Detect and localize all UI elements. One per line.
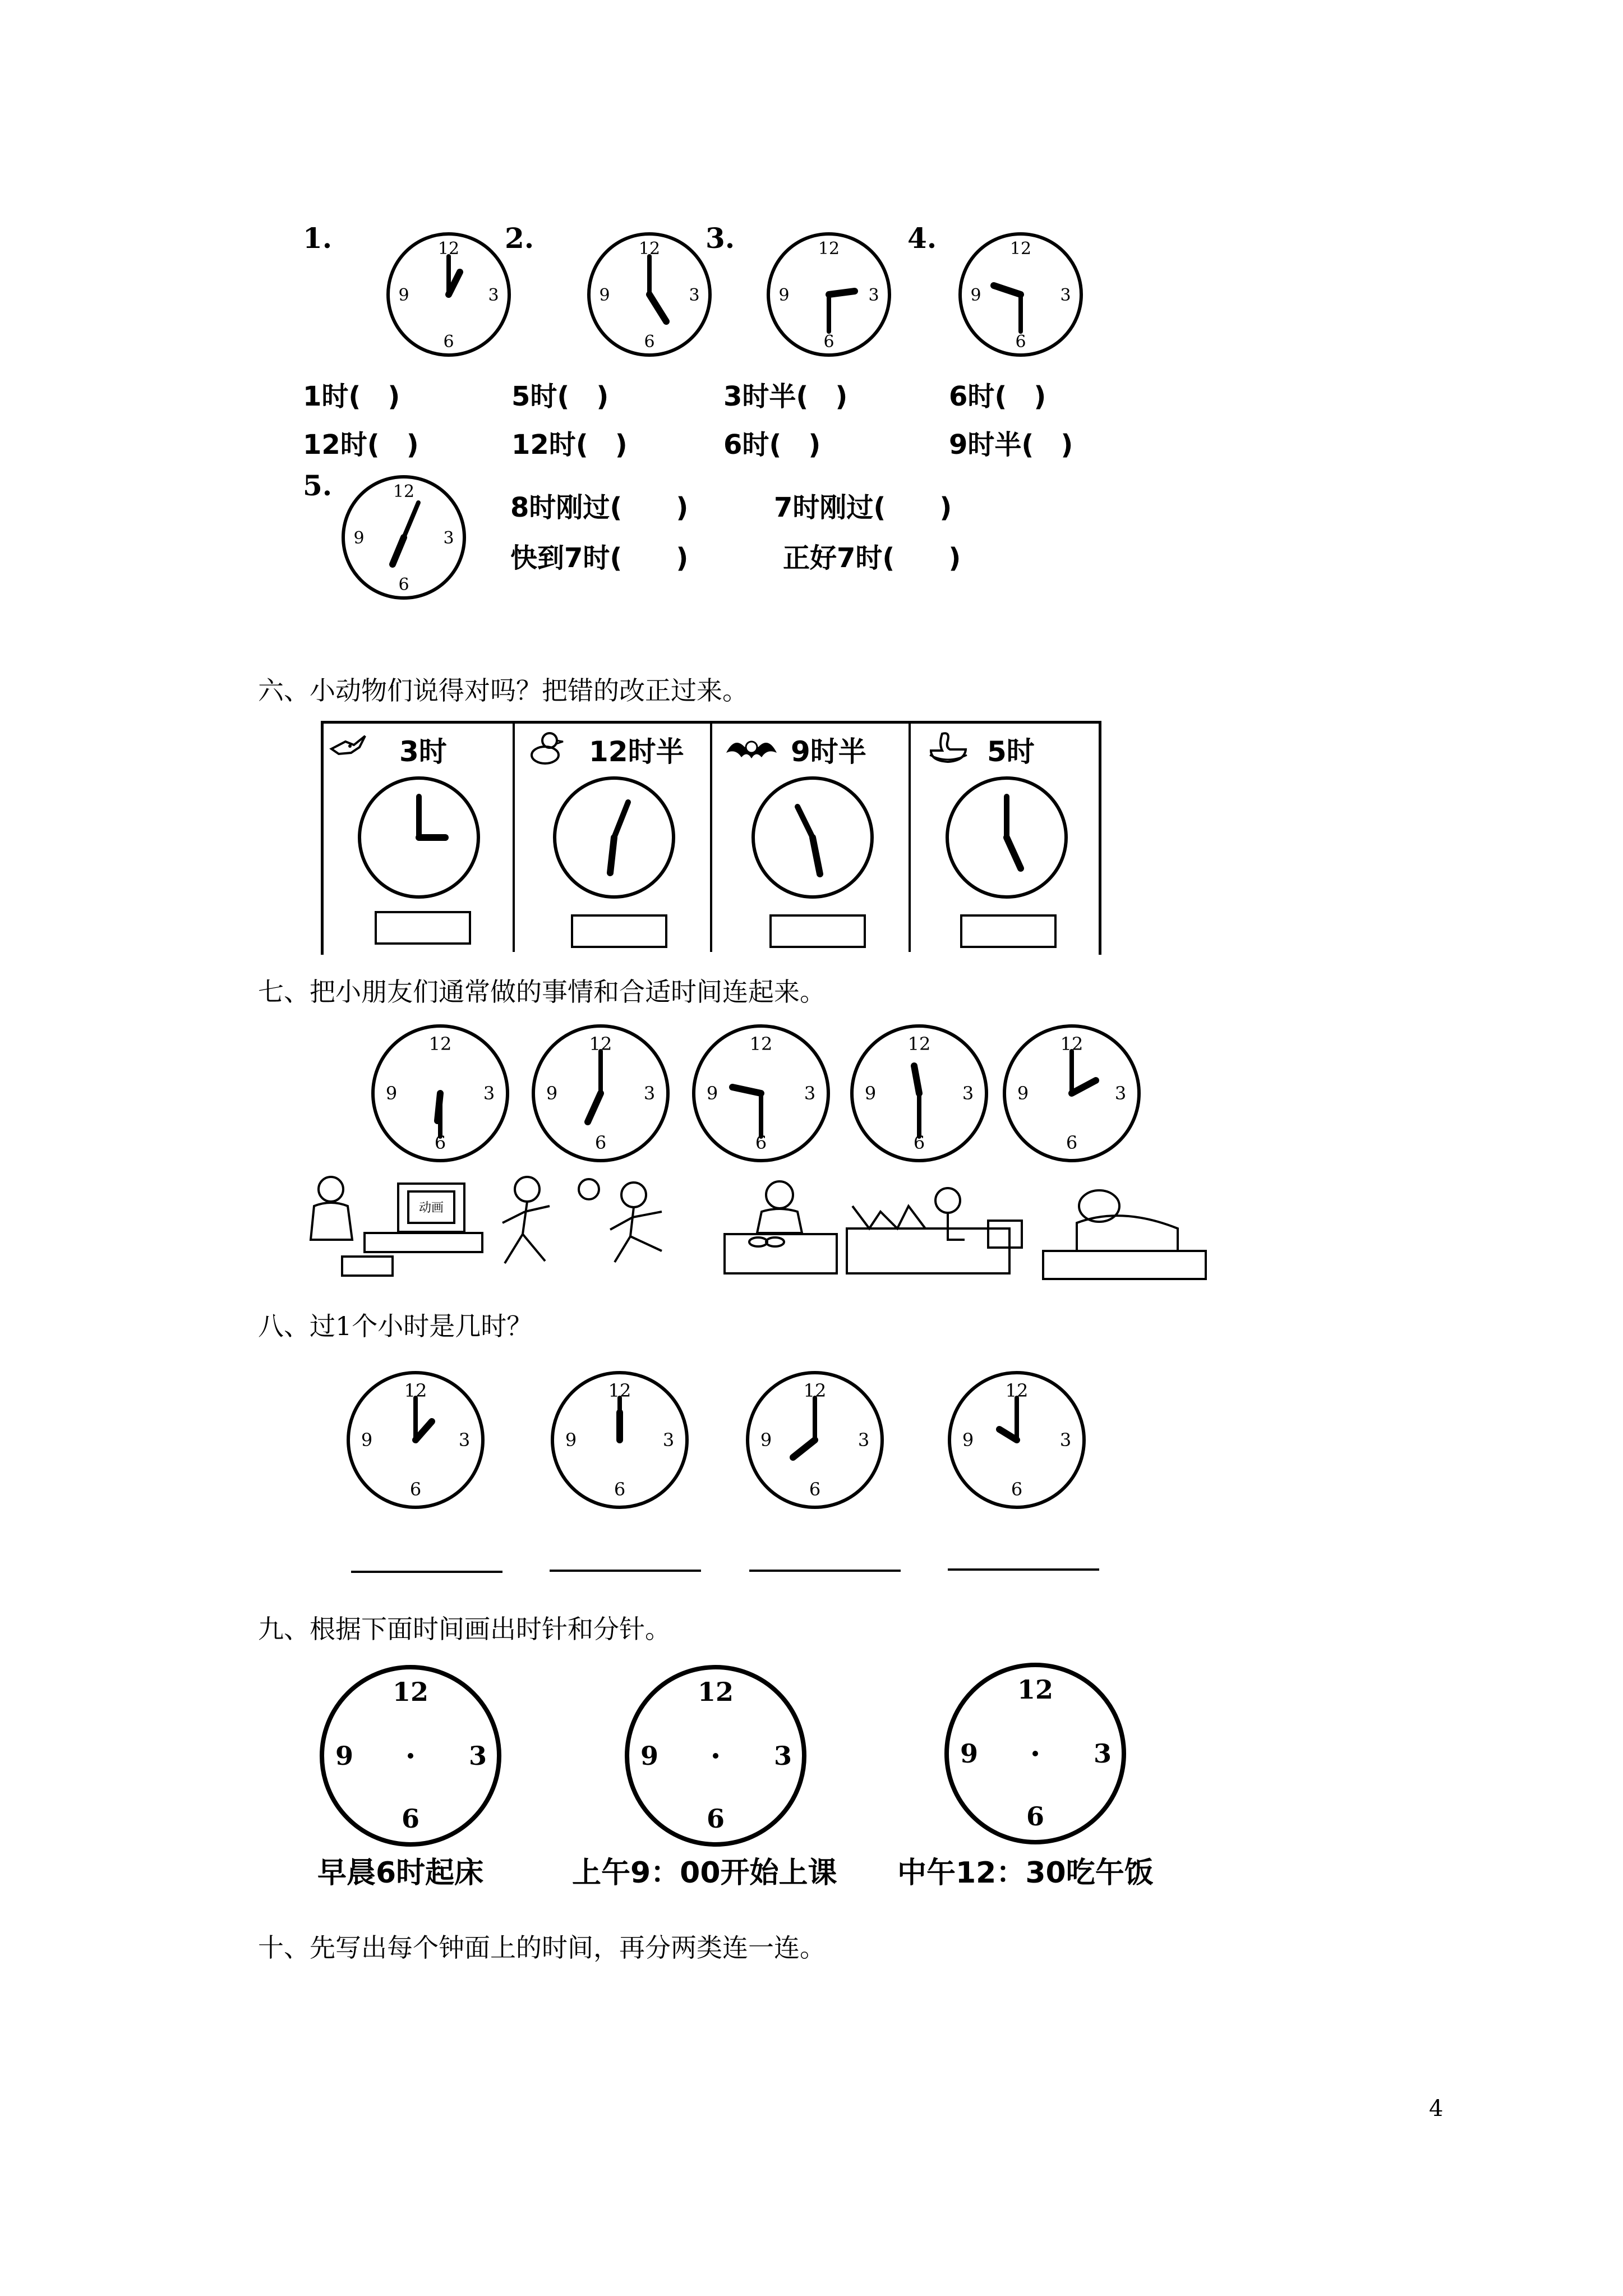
- duckling-icon: [527, 730, 566, 766]
- svg-text:6: 6: [1015, 332, 1026, 352]
- clock-face-hour-4: [944, 1368, 1089, 1512]
- svg-text:12: 12: [428, 1033, 452, 1055]
- clock-face-activity-2: [528, 1021, 673, 1166]
- svg-text:3: 3: [804, 1083, 816, 1104]
- clock-face-q3: [762, 227, 896, 362]
- svg-text:9: 9: [640, 1741, 659, 1771]
- option-5b: 7时刚过( ): [774, 492, 952, 523]
- svg-text:3: 3: [643, 1083, 656, 1104]
- svg-text:12: 12: [1017, 1674, 1054, 1705]
- swan-icon: [925, 729, 970, 765]
- svg-text:6: 6: [644, 332, 655, 352]
- svg-text:3: 3: [1093, 1738, 1112, 1769]
- svg-text:3: 3: [962, 1083, 974, 1104]
- clock-face-animal-4: [942, 773, 1071, 902]
- svg-text:9: 9: [864, 1083, 877, 1104]
- svg-text:6: 6: [1011, 1479, 1023, 1500]
- clock-face-activity-1: [368, 1021, 513, 1166]
- svg-text:9: 9: [335, 1741, 354, 1771]
- svg-text:6: 6: [913, 1132, 925, 1153]
- svg-text:12: 12: [589, 1033, 612, 1055]
- clock-face-hour-3: [743, 1368, 887, 1512]
- clock-face-hour-1: [343, 1368, 488, 1512]
- svg-text:6: 6: [398, 575, 409, 595]
- svg-text:6: 6: [614, 1479, 626, 1500]
- svg-text:12: 12: [638, 239, 661, 259]
- svg-text:9: 9: [960, 1738, 979, 1769]
- claim-4: 5时: [987, 735, 1035, 768]
- svg-text:6: 6: [409, 1479, 422, 1500]
- svg-text:12: 12: [404, 1380, 427, 1401]
- section10-title: 十、先写出每个钟面上的时间，再分两类连一连。: [258, 1932, 826, 1963]
- clock-face-hour-2: [547, 1368, 692, 1512]
- svg-text:9: 9: [706, 1083, 718, 1104]
- clock-face-q1: [381, 227, 516, 362]
- blank-clock-2[interactable]: [620, 1660, 811, 1851]
- answer-line-1[interactable]: [351, 1571, 502, 1573]
- svg-text:动画: 动画: [418, 1201, 444, 1215]
- draw-caption-3: 中午12：30吃午饭: [897, 1856, 1154, 1890]
- claim-2: 12时半: [589, 735, 684, 768]
- option-1b: 12时( ): [303, 429, 419, 461]
- section9-title: 九、根据下面时间画出时针和分针。: [258, 1614, 671, 1644]
- clock-face-q2: [582, 227, 717, 362]
- answer-box-3[interactable]: [769, 914, 866, 948]
- option-4b: 9时半( ): [949, 429, 1073, 461]
- svg-text:6: 6: [443, 332, 454, 352]
- svg-text:6: 6: [706, 1803, 725, 1834]
- answer-line-3[interactable]: [749, 1570, 901, 1572]
- clock-face-q5: [336, 470, 471, 605]
- blank-clock-1[interactable]: [315, 1660, 506, 1851]
- svg-text:3: 3: [488, 286, 499, 305]
- bird-icon: [329, 729, 368, 763]
- bat-icon: [723, 730, 780, 770]
- svg-text:12: 12: [1060, 1033, 1083, 1055]
- section8-title: 八、过1个小时是几时？: [258, 1311, 533, 1341]
- svg-text:9: 9: [398, 286, 409, 305]
- svg-text:9: 9: [778, 286, 790, 305]
- svg-text:12: 12: [1009, 239, 1032, 259]
- svg-text:12: 12: [437, 239, 460, 259]
- option-4a: 6时( ): [949, 381, 1046, 412]
- answer-box-1[interactable]: [375, 911, 471, 945]
- table-divider-1: [513, 721, 515, 952]
- svg-text:6: 6: [823, 332, 834, 352]
- svg-text:12: 12: [608, 1380, 631, 1401]
- svg-text:12: 12: [907, 1033, 931, 1055]
- answer-box-2[interactable]: [571, 914, 667, 948]
- svg-text:12: 12: [697, 1677, 734, 1707]
- blank-clock-3[interactable]: [940, 1658, 1131, 1849]
- svg-text:9: 9: [565, 1429, 577, 1451]
- svg-text:9: 9: [1017, 1083, 1029, 1104]
- question-number-4: 4.: [907, 222, 937, 255]
- claim-3: 9时半: [791, 735, 866, 768]
- option-3a: 3时半( ): [723, 381, 848, 412]
- option-1a: 1时( ): [303, 381, 400, 412]
- svg-text:6: 6: [434, 1132, 446, 1153]
- clock-face-activity-5: [999, 1021, 1144, 1166]
- answer-line-2[interactable]: [550, 1570, 701, 1572]
- svg-text:12: 12: [749, 1033, 773, 1055]
- draw-caption-1: 早晨6时起床: [317, 1856, 484, 1890]
- question-number-5: 5.: [303, 469, 333, 502]
- draw-caption-2: 上午9：00开始上课: [572, 1856, 837, 1890]
- clock-face-activity-4: [847, 1021, 992, 1166]
- svg-text:9: 9: [970, 286, 981, 305]
- clock-face-animal-3: [748, 773, 877, 902]
- answer-box-4[interactable]: [960, 914, 1057, 948]
- svg-text:3: 3: [1060, 286, 1071, 305]
- svg-text:3: 3: [483, 1083, 495, 1104]
- svg-text:3: 3: [468, 1741, 487, 1771]
- svg-text:3: 3: [868, 286, 879, 305]
- svg-text:9: 9: [760, 1429, 772, 1451]
- svg-text:6: 6: [1026, 1801, 1045, 1832]
- svg-text:12: 12: [803, 1380, 827, 1401]
- page-number: 4: [1429, 2096, 1444, 2122]
- option-5a: 8时刚过( ): [510, 492, 689, 523]
- option-2b: 12时( ): [511, 429, 628, 461]
- svg-text:12: 12: [1005, 1380, 1029, 1401]
- svg-text:3: 3: [458, 1429, 471, 1451]
- clock-face-animal-2: [550, 773, 679, 902]
- clock-face-animal-1: [354, 773, 483, 902]
- svg-text:9: 9: [385, 1083, 398, 1104]
- option-2a: 5时( ): [511, 381, 609, 412]
- svg-text:3: 3: [662, 1429, 675, 1451]
- svg-text:9: 9: [361, 1429, 373, 1451]
- svg-text:6: 6: [401, 1803, 420, 1834]
- question-number-3: 3.: [706, 222, 735, 255]
- svg-text:9: 9: [962, 1429, 974, 1451]
- section6-title: 六、小动物们说得对吗？把错的改正过来。: [258, 675, 748, 706]
- clock-face-q4: [953, 227, 1088, 362]
- svg-text:3: 3: [689, 286, 700, 305]
- table-divider-2: [710, 721, 712, 952]
- activities-illustration: [303, 1167, 1211, 1285]
- table-divider-3: [909, 721, 911, 952]
- svg-text:9: 9: [353, 528, 365, 548]
- claim-1: 3时: [399, 735, 447, 768]
- svg-text:6: 6: [755, 1132, 767, 1153]
- question-number-1: 1.: [303, 222, 333, 255]
- option-3b: 6时( ): [723, 429, 821, 461]
- svg-text:12: 12: [818, 239, 840, 259]
- clock-face-activity-3: [689, 1021, 833, 1166]
- svg-text:9: 9: [599, 286, 610, 305]
- svg-text:6: 6: [1066, 1132, 1078, 1153]
- svg-text:12: 12: [393, 482, 415, 501]
- answer-line-4[interactable]: [948, 1568, 1099, 1571]
- question-number-2: 2.: [505, 222, 534, 255]
- option-5d: 正好7时( ): [783, 542, 961, 574]
- svg-text:6: 6: [594, 1132, 607, 1153]
- svg-text:3: 3: [1059, 1429, 1072, 1451]
- svg-text:3: 3: [1114, 1083, 1127, 1104]
- section7-title: 七、把小朋友们通常做的事情和合适时间连起来。: [258, 977, 826, 1007]
- svg-text:6: 6: [809, 1479, 821, 1500]
- svg-text:9: 9: [546, 1083, 558, 1104]
- svg-text:3: 3: [443, 528, 454, 548]
- option-5c: 快到7时( ): [510, 542, 689, 574]
- svg-text:3: 3: [857, 1429, 870, 1451]
- svg-text:12: 12: [392, 1677, 429, 1707]
- svg-text:3: 3: [773, 1741, 792, 1771]
